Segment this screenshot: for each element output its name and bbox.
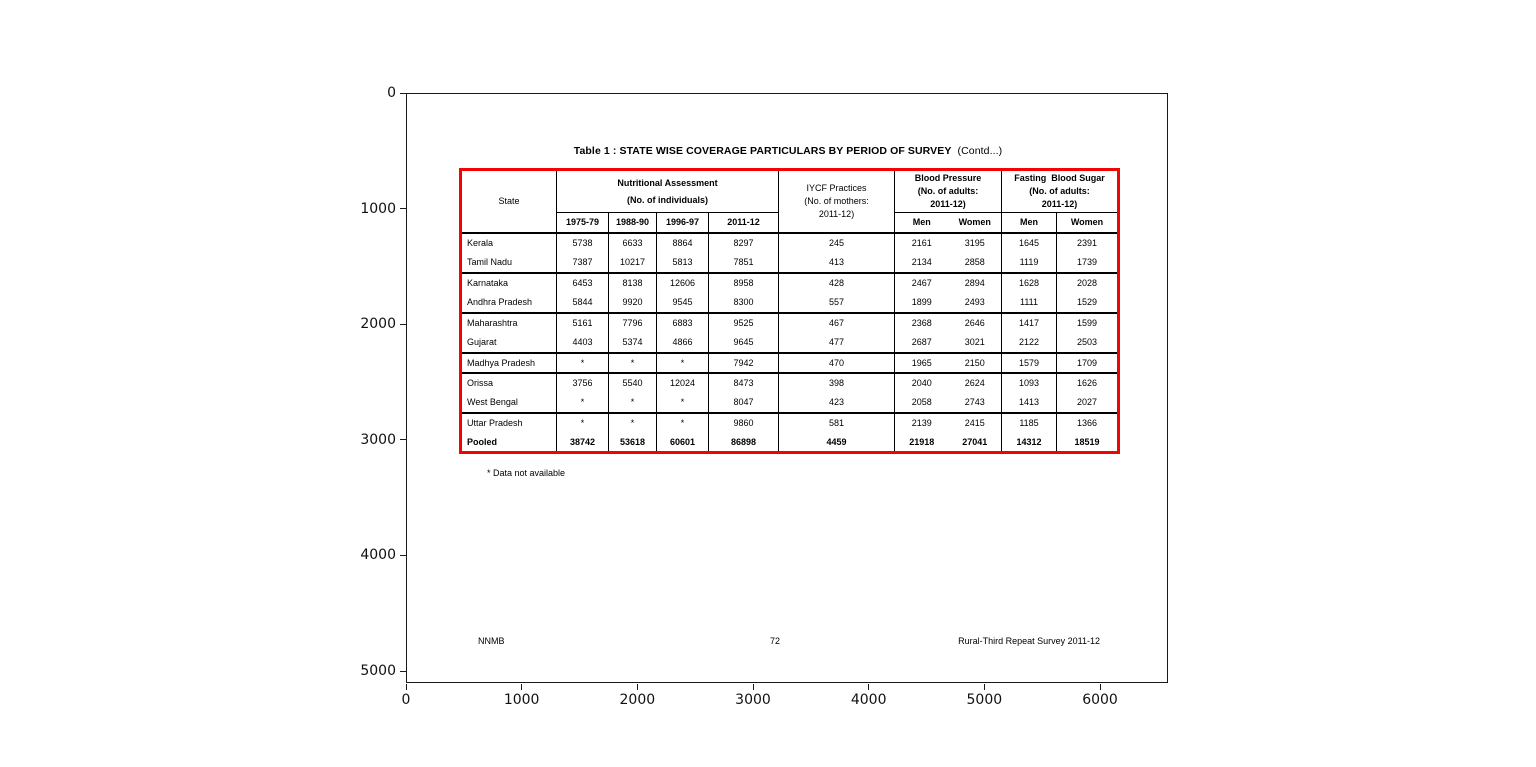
- y-tick-label: 4000: [360, 547, 396, 564]
- value-cell: 2415: [964, 418, 985, 428]
- table-row: [461, 293, 1119, 313]
- table-row: [461, 353, 1119, 373]
- value-cell: 1093: [1002, 373, 1057, 393]
- value-cell: 3756: [557, 373, 609, 393]
- value-cell: 12024: [657, 373, 709, 393]
- value-cell: *: [609, 413, 657, 433]
- x-tick-label: 0: [401, 692, 411, 708]
- value-cell: 2161: [895, 233, 949, 253]
- header-fbs-line2: (No. of adults:: [1029, 186, 1090, 196]
- value-cell: 1366: [1057, 413, 1119, 433]
- footer-survey-name: Rural-Third Repeat Survey 2011-12: [958, 636, 1100, 646]
- y-tick-mark: [400, 439, 406, 440]
- value-cell: 9645: [709, 333, 779, 353]
- value-cell: 1599: [1057, 313, 1119, 333]
- table-row: [461, 313, 1119, 333]
- value-cell: 5540: [609, 373, 657, 393]
- value-cell: 2139: [895, 413, 949, 433]
- x-tick-label: 6000: [1082, 692, 1118, 708]
- header-na-line1: Nutritional Assessment: [617, 177, 718, 188]
- value-cell: 477: [779, 333, 895, 353]
- value-cell: 1709: [1057, 353, 1119, 373]
- table-row: [461, 433, 1119, 453]
- x-tick-mark: [406, 684, 407, 690]
- value-cell: 5844: [557, 293, 609, 313]
- value-cell: 21918: [895, 433, 949, 453]
- value-cell: 27041: [962, 436, 988, 447]
- x-tick-mark: [753, 684, 754, 690]
- value-cell: *: [557, 413, 609, 433]
- value-cell: 557: [779, 293, 895, 313]
- value-cell: 12606: [657, 273, 709, 293]
- header-bp-line3: 2011-12): [930, 199, 966, 209]
- value-cell: 2027: [1057, 393, 1119, 413]
- value-cell: 3195: [964, 238, 985, 248]
- value-cell: 1529: [1057, 293, 1119, 313]
- x-tick-label: 1000: [503, 692, 540, 708]
- value-cell: 467: [779, 313, 895, 333]
- value-cell: 2122: [1002, 333, 1057, 353]
- value-cell: 245: [779, 233, 895, 253]
- value-cell: 1111: [1002, 293, 1057, 313]
- value-cell: *: [657, 353, 709, 373]
- x-tick-label: 5000: [966, 692, 1003, 708]
- state-cell: Karnataka: [461, 273, 557, 293]
- value-cell: 398: [779, 373, 895, 393]
- value-cell: 2858: [949, 253, 1002, 273]
- header-fbs-women: Women: [1057, 213, 1119, 233]
- header-year-1975-79: 1975-79: [557, 213, 609, 233]
- footnote-data-not-available: * Data not available: [487, 468, 566, 478]
- value-cell: 2503: [1057, 333, 1119, 353]
- value-cell: 2368: [895, 313, 949, 333]
- header-iycf-practices: [779, 170, 895, 233]
- table-row: [461, 373, 1119, 393]
- header-fbs-line3: 2011-12): [1041, 199, 1078, 209]
- footer-nnmb: NNMB: [478, 636, 505, 646]
- value-cell: 86898: [709, 433, 779, 453]
- value-cell: *: [657, 413, 709, 433]
- value-cell: 14312: [1002, 433, 1057, 453]
- value-cell: 1417: [1002, 313, 1057, 333]
- value-cell: 8958: [709, 273, 779, 293]
- value-cell: 2150: [949, 353, 1002, 373]
- table-title-main: Table 1 : STATE WISE COVERAGE PARTICULARS BY PERIOD OF SURVEY: [573, 145, 952, 157]
- value-cell: 2493: [949, 293, 1002, 313]
- value-cell: 9525: [709, 313, 779, 333]
- value-cell: 581: [779, 413, 895, 433]
- header-iycf-line1: IYCF Practices: [806, 182, 867, 193]
- header-iycf-line2: (No. of mothers:: [804, 195, 869, 206]
- value-cell: 38742: [557, 433, 609, 453]
- header-year-1988-90: 1988-90: [609, 213, 657, 233]
- value-cell: 5161: [557, 313, 609, 333]
- value-cell: 1579: [1002, 353, 1057, 373]
- x-tick-label: 2000: [619, 692, 656, 708]
- value-cell: 4866: [657, 333, 709, 353]
- state-cell: Maharashtra: [461, 313, 557, 333]
- value-cell: 423: [779, 393, 895, 413]
- value-cell: *: [657, 393, 709, 413]
- state-cell: Uttar Pradesh: [461, 413, 557, 433]
- value-cell: 2391: [1057, 233, 1119, 253]
- value-cell: 4403: [557, 333, 609, 353]
- header-bp-women: Women: [949, 213, 1002, 233]
- value-cell: 413: [779, 253, 895, 273]
- value-cell: *: [609, 393, 657, 413]
- header-fasting-blood-sugar: [1002, 170, 1119, 213]
- table-row: [461, 233, 1119, 253]
- footer-page-number: 72: [769, 636, 780, 646]
- x-tick-mark: [868, 684, 869, 690]
- header-bp-line1: Blood Pressure: [914, 173, 982, 183]
- table-title-contd: (Contd...): [957, 145, 1003, 157]
- header-state: State: [461, 170, 557, 233]
- table-row: [461, 253, 1119, 273]
- value-cell: 7942: [709, 353, 779, 373]
- y-tick-label: 5000: [360, 663, 396, 679]
- value-cell: 1628: [1002, 273, 1057, 293]
- y-tick-mark: [400, 555, 406, 556]
- table-title: [459, 145, 1117, 157]
- value-cell: 7796: [609, 313, 657, 333]
- value-cell: 8047: [709, 393, 779, 413]
- header-bp-line2: (No. of adults:: [917, 186, 979, 196]
- value-cell: 2028: [1057, 273, 1119, 293]
- value-cell: 1185: [1002, 413, 1057, 433]
- x-tick-label: 3000: [735, 692, 771, 708]
- value-cell: 1119: [1002, 253, 1057, 273]
- x-tick-mark: [984, 684, 985, 690]
- value-cell: 8297: [709, 233, 779, 253]
- y-tick-label: 3000: [360, 431, 396, 448]
- value-cell: 6453: [557, 273, 609, 293]
- value-cell: 1739: [1057, 253, 1119, 273]
- value-cell: 9860: [709, 413, 779, 433]
- y-tick-label: 0: [387, 85, 396, 101]
- header-bp-men: Men: [895, 213, 949, 233]
- state-cell: Kerala: [461, 233, 557, 253]
- value-cell: 10217: [609, 253, 657, 273]
- header-nutritional-assessment: [557, 170, 779, 213]
- header-year-1996-97: 1996-97: [657, 213, 709, 233]
- value-cell: 2894: [964, 278, 985, 288]
- value-cell: 60601: [657, 433, 709, 453]
- value-cell: 8300: [709, 293, 779, 313]
- value-cell: 2467: [895, 273, 949, 293]
- y-tick-mark: [400, 671, 406, 672]
- header-year-2011-12: 2011-12: [709, 213, 779, 233]
- x-tick-label: 4000: [850, 692, 887, 708]
- x-tick-mark: [1100, 684, 1101, 690]
- value-cell: 2134: [895, 253, 949, 273]
- value-cell: 2040: [895, 373, 949, 393]
- header-blood-pressure: [895, 170, 1002, 213]
- value-cell: 7851: [709, 253, 779, 273]
- value-cell: *: [557, 393, 609, 413]
- value-cell: 1965: [895, 353, 949, 373]
- header-fbs-line1: Fasting Blood Sugar: [1014, 173, 1105, 183]
- y-tick-label: 1000: [360, 200, 396, 217]
- value-cell: 18519: [1057, 433, 1119, 453]
- state-cell: Gujarat: [461, 333, 557, 353]
- value-cell: 5813: [657, 253, 709, 273]
- value-cell: 8138: [609, 273, 657, 293]
- state-cell: Madhya Pradesh: [461, 353, 557, 373]
- header-iycf-line3: 2011-12): [818, 208, 855, 219]
- state-cell: Orissa: [461, 373, 557, 393]
- value-cell: 2687: [895, 333, 949, 353]
- value-cell: *: [609, 353, 657, 373]
- value-cell: 53618: [609, 433, 657, 453]
- value-cell: 6883: [657, 313, 709, 333]
- coverage-table: [459, 168, 1120, 454]
- state-cell: Tamil Nadu: [461, 253, 557, 273]
- value-cell: 2646: [964, 318, 985, 328]
- value-cell: 2624: [964, 378, 985, 388]
- value-cell: 3021: [949, 333, 1002, 353]
- value-cell: 2058: [895, 393, 949, 413]
- x-tick-mark: [521, 684, 522, 690]
- value-cell: 5738: [557, 233, 609, 253]
- state-cell: Pooled: [461, 433, 557, 453]
- value-cell: 5374: [609, 333, 657, 353]
- value-cell: 8864: [657, 233, 709, 253]
- y-tick-mark: [400, 324, 406, 325]
- table-row: [461, 273, 1119, 293]
- header-na-line2: (No. of individuals): [627, 194, 708, 205]
- value-cell: 1899: [895, 293, 949, 313]
- value-cell: 470: [779, 353, 895, 373]
- header-fbs-men: Men: [1002, 213, 1057, 233]
- value-cell: 6633: [609, 233, 657, 253]
- table-body: [461, 233, 1119, 453]
- y-tick-mark: [400, 93, 406, 94]
- value-cell: 428: [779, 273, 895, 293]
- table-row: [461, 413, 1119, 433]
- value-cell: 1413: [1002, 393, 1057, 413]
- value-cell: 9920: [609, 293, 657, 313]
- state-cell: Andhra Pradesh: [461, 293, 557, 313]
- value-cell: 9545: [657, 293, 709, 313]
- table-row: [461, 393, 1119, 413]
- value-cell: *: [557, 353, 609, 373]
- value-cell: 2743: [949, 393, 1002, 413]
- value-cell: 8473: [709, 373, 779, 393]
- state-cell: West Bengal: [461, 393, 557, 413]
- x-tick-mark: [637, 684, 638, 690]
- value-cell: 7387: [557, 253, 609, 273]
- value-cell: 4459: [779, 433, 895, 453]
- y-tick-mark: [400, 208, 406, 209]
- y-tick-label: 2000: [360, 316, 396, 333]
- table-row: [461, 333, 1119, 353]
- value-cell: 1626: [1057, 373, 1119, 393]
- value-cell: 1645: [1002, 233, 1057, 253]
